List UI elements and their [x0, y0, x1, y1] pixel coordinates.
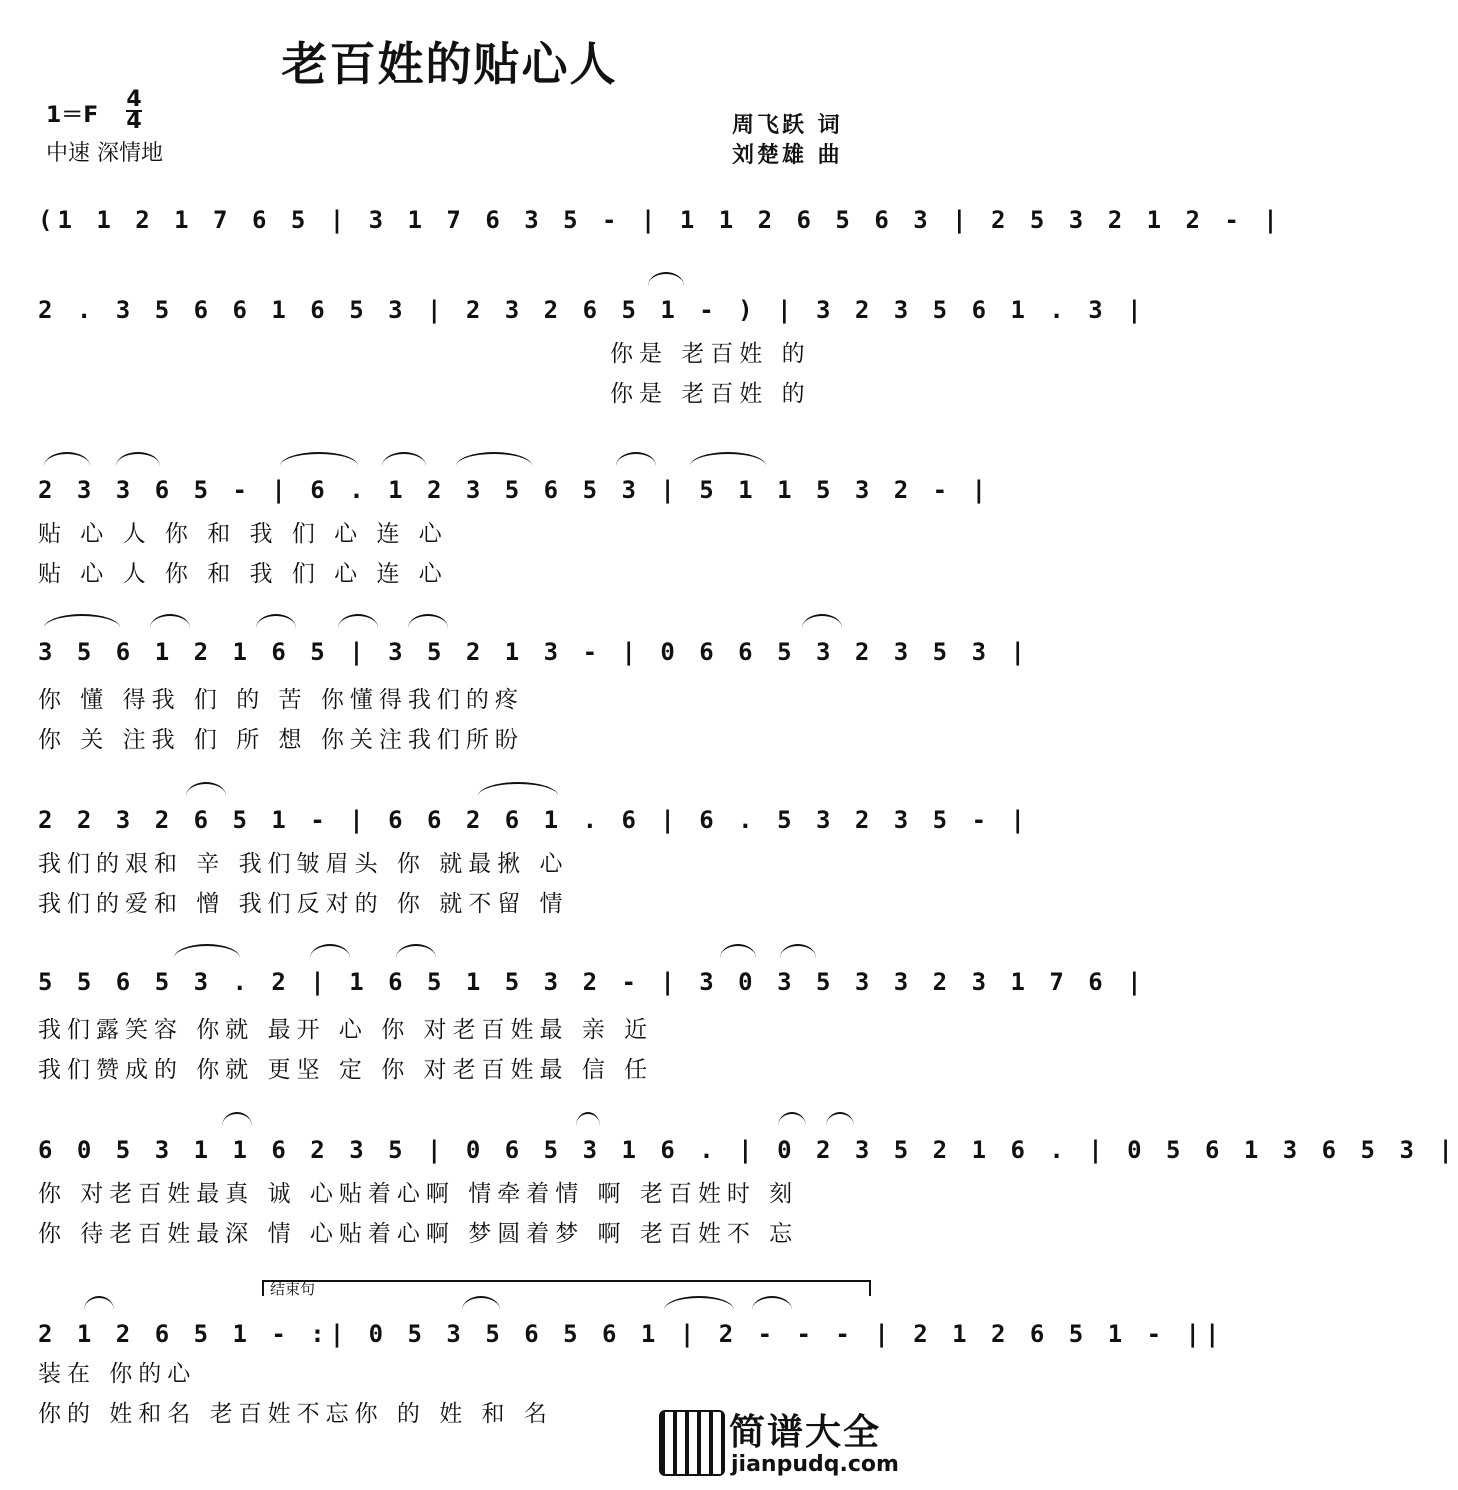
slur [310, 944, 350, 958]
line-7-lyric-1: 你 对老百姓最真 诚 心贴着心啊 情牵着情 啊 老百姓时 刻 [38, 1181, 799, 1207]
slur [116, 452, 160, 466]
slur [84, 1296, 114, 1310]
score-line-2-notes: 2 . 3 5 6 6 1 6 5 3 | 2 3 2 6 5 1 - ) | 3 2 3 5 6 1 . 3 | [38, 296, 1147, 324]
site-logo[interactable] [659, 1402, 899, 1482]
line-3-lyric-1: 贴 心 人 你 和 我 们 心 连 心 [38, 521, 448, 547]
slur [478, 782, 558, 796]
slur [778, 1112, 806, 1126]
composer-credit: 刘楚雄 曲 [732, 143, 843, 168]
score-line-6-notes: 5 5 6 5 3 . 2 | 1 6 5 1 5 3 2 - | 3 0 3 5 3 3 2 3 1 7 6 | [38, 968, 1147, 996]
slur [174, 944, 240, 958]
score-line-5-notes: 2 2 3 2 6 5 1 - | 6 6 2 6 1 . 6 | 6 . 5 3 2 3 5 - | [38, 806, 1030, 834]
slur [780, 944, 816, 958]
key-signature: 1＝F [46, 103, 99, 128]
tempo-marking: 中速 深情地 [46, 141, 163, 166]
score-line-8-notes: 2 1 2 6 5 1 - :| 0 5 3 5 6 5 6 1 | 2 - - - | 2 1 2 6 5 1 - || [38, 1320, 1225, 1348]
line-7-lyric-2: 你 待老百姓最深 情 心贴着心啊 梦圆着梦 啊 老百姓不 忘 [38, 1221, 799, 1247]
slur [382, 452, 426, 466]
ending-bracket [262, 1280, 871, 1296]
slur [462, 1296, 500, 1310]
ending-label: 结束句 [270, 1280, 316, 1298]
slur [150, 614, 190, 628]
slur [280, 452, 358, 466]
slur [222, 1112, 252, 1126]
slur [752, 1296, 792, 1310]
line-4-lyric-1: 你 懂 得我 们 的 苦 你懂得我们的疼 [38, 687, 524, 713]
time-signature [126, 87, 142, 134]
score-line-1-notes: (1 1 2 1 7 6 5 | 3 1 7 6 3 5 - | 1 1 2 6 5 6 3 | 2 5 3 2 1 2 - | [38, 206, 1283, 234]
score-line-7-notes: 6 0 5 3 1 1 6 2 3 5 | 0 6 5 3 1 6 . | 0 2 3 5 2 1 6 . | 0 5 6 1 3 6 5 3 | [38, 1136, 1458, 1164]
slur [664, 1296, 734, 1310]
slur [690, 452, 766, 466]
line-6-lyric-1: 我们露笑容 你就 最开 心 你 对老百姓最 亲 近 [38, 1017, 654, 1043]
slur [44, 614, 120, 628]
line-8-lyric-1: 装在 你的心 [38, 1361, 197, 1387]
line-8-lyric-2: 你的 姓和名 老百姓不忘你 的 姓 和 名 [38, 1401, 553, 1427]
slur [826, 1112, 854, 1126]
page-title: 老百姓的贴心人 [281, 37, 618, 91]
score-line-3-notes: 2 3 3 6 5 - | 6 . 1 2 3 5 6 5 3 | 5 1 1 5 3 2 - | [38, 476, 992, 504]
line-5-lyric-2: 我们的爱和 憎 我们反对的 你 就不留 情 [38, 891, 569, 917]
slur [396, 944, 436, 958]
slur [648, 272, 684, 286]
slur [186, 782, 226, 796]
line-2-lyric-1: 你是 老百姓 的 [610, 341, 811, 367]
slur [408, 614, 448, 628]
piano-icon [659, 1410, 725, 1476]
score-line-4-notes: 3 5 6 1 2 1 6 5 | 3 5 2 1 3 - | 0 6 6 5 3 2 3 5 3 | [38, 638, 1030, 666]
slur [338, 614, 378, 628]
time-signature-top: 4 [126, 87, 142, 112]
line-3-lyric-2: 贴 心 人 你 和 我 们 心 连 心 [38, 561, 448, 587]
line-2-lyric-2: 你是 老百姓 的 [610, 381, 811, 407]
line-6-lyric-2: 我们赞成的 你就 更坚 定 你 对老百姓最 信 任 [38, 1057, 654, 1083]
logo-name: 简谱大全 [729, 1412, 882, 1453]
line-5-lyric-1: 我们的艰和 辛 我们皱眉头 你 就最揪 心 [38, 851, 569, 877]
slur [44, 452, 90, 466]
slur [720, 944, 756, 958]
slur [576, 1112, 600, 1126]
time-signature-bottom: 4 [126, 109, 142, 134]
slur [802, 614, 842, 628]
lyricist-credit: 周飞跃 词 [732, 113, 843, 138]
line-4-lyric-2: 你 关 注我 们 所 想 你关注我们所盼 [38, 727, 524, 753]
slur [456, 452, 532, 466]
logo-url[interactable]: jianpudq.com [731, 1452, 899, 1477]
slur [616, 452, 656, 466]
slur [256, 614, 296, 628]
